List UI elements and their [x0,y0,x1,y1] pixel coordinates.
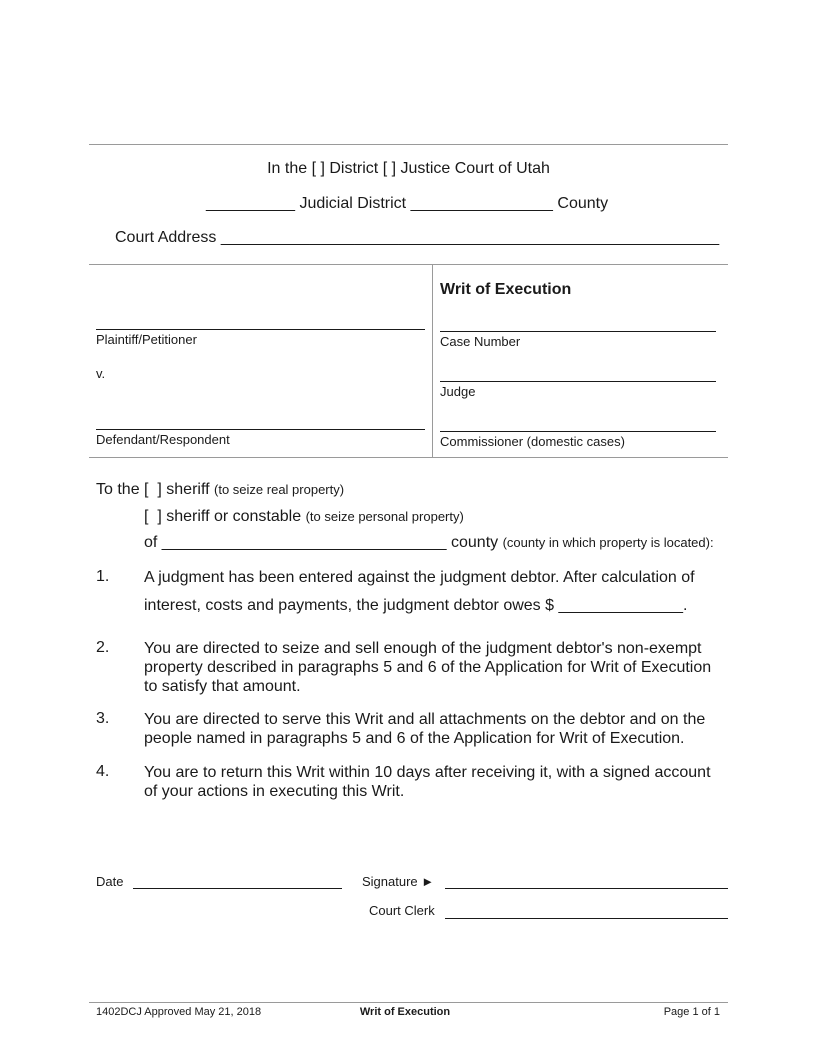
to-the-line [96,481,344,499]
paragraph-1-number: 1. [96,568,110,585]
commissioner-label: Commissioner (domestic cases) [440,434,625,449]
caption-top-rule [89,264,728,265]
county-word: county [451,534,499,551]
form-number: 1402DCJ Approved May 21, 2018 [96,1006,262,1018]
county-note: (county in which property is located): [502,535,714,550]
date-line[interactable] [133,888,342,889]
defendant-label: Defendant/Respondent [96,432,230,447]
defendant-line[interactable] [96,429,425,430]
court-address-line [115,229,719,247]
caption-divider [432,264,433,458]
footer-rule [89,1002,728,1003]
plaintiff-label: Plaintiff/Petitioner [96,332,197,347]
paragraph-1-line-1: A judgment has been entered against the judgment debtor. After calculation of [144,569,695,586]
signature-line[interactable] [445,888,728,889]
judicial-district-label: Judicial District [299,195,407,212]
commissioner-line[interactable] [440,431,716,432]
sheriff-constable-note: (to seize personal property) [305,509,464,524]
versus-label: v. [96,366,106,381]
paragraph-4-text: You are to return this Writ within 10 days after receiving it, with a signed account of your actions in executing this Writ. [144,764,711,800]
footer-title: Writ of Execution [359,1006,451,1018]
paragraph-2-text: You are directed to seize and sell enough of the judgment debtor's non-exempt property described in paragraphs 5 and 6 of the Application for Writ of Execution to satisfy that amount. [144,640,712,695]
court-line: In the [ ] District [ ] Justice Court of Utah [267,160,550,177]
court-clerk-label: Court Clerk [369,903,435,918]
county-of-line [144,534,714,552]
date-label: Date [96,874,124,889]
case-number-line[interactable] [440,331,716,332]
paragraph-4-number: 4. [96,763,110,780]
document-title: Writ of Execution [440,281,572,298]
sheriff-constable-line [144,508,464,526]
caption-bottom-rule [89,457,728,458]
court-address-label: Court Address [115,229,217,246]
paragraph-3-text: You are directed to serve this Writ and all attachments on the debtor and on the people named in paragraphs 5 and 6 of the Application for Writ of Execution. [144,711,706,747]
plaintiff-line[interactable] [96,329,425,330]
judicial-district-line [206,195,608,213]
page-number: Page 1 of 1 [663,1006,720,1018]
paragraph-2-number: 2. [96,639,110,656]
case-number-label: Case Number [440,334,521,349]
court-clerk-line[interactable] [445,918,728,919]
top-rule [89,144,728,145]
paragraph-1-line-2: interest, costs and payments, the judgment debtor owes $ ______________. [144,597,688,614]
to-the-label: To the [96,481,140,498]
court-address-blank[interactable]: ________________________________________________________ [220,229,720,246]
signature-label: Signature ► [362,874,435,889]
judge-line[interactable] [440,381,716,382]
sheriff-constable-checkbox[interactable]: [ ] sheriff or constable [144,508,302,525]
of-label: of [144,534,158,551]
paragraph-3-number: 3. [96,710,110,727]
county-name-blank[interactable]: ________________________________ [161,534,447,551]
sheriff-real-note: (to seize real property) [214,482,345,497]
judge-label: Judge [440,384,476,399]
judicial-district-blank[interactable]: __________ [206,195,295,212]
county-label: County [557,195,609,212]
county-blank[interactable]: ________________ [410,195,553,212]
sheriff-real-checkbox[interactable]: [ ] sheriff [144,481,210,498]
